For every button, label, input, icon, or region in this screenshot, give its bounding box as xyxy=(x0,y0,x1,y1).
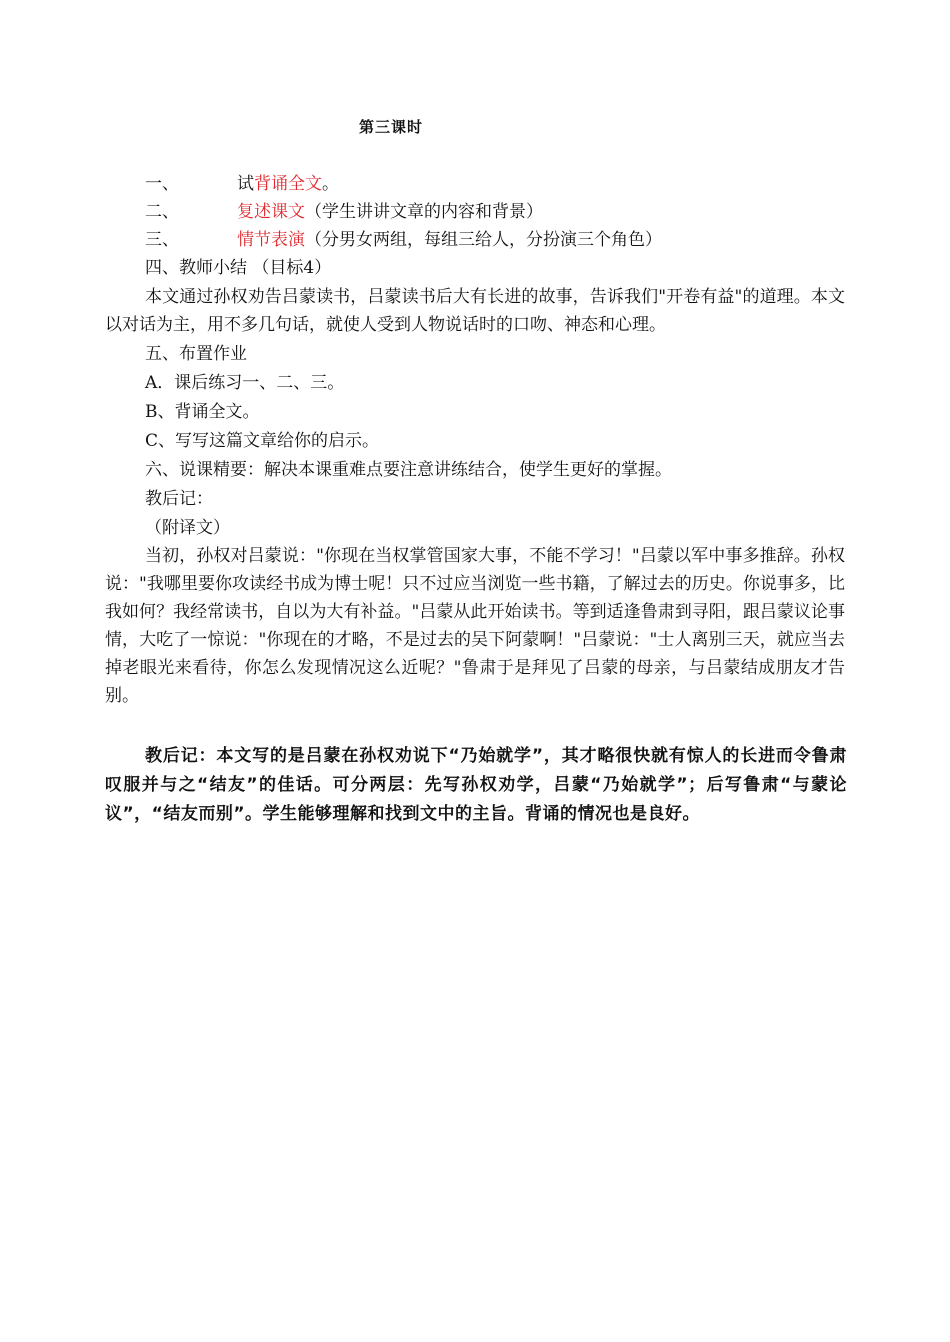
item-number: 二、 xyxy=(145,202,179,222)
reflection-note: 教后记：本文写的是吕蒙在孙权劝说下“乃始就学”，其才略很快就有惊人的长进而令鲁肃叹服并与之“结友”的佳话。可分两层：先写孙权劝学，吕蒙“乃始就学”；后写鲁肃“与蒙论议”，“结友而别”。学生能够理解和找到文中的主旨。背诵的情况也是良好。 xyxy=(105,746,847,824)
homework-item-b: B、背诵全文。 xyxy=(145,402,260,422)
item-prefix: 试 xyxy=(237,174,254,194)
lecture-summary: 六、说课精要：解决本课重难点要注意讲练结合，使学生更好的掌握。 xyxy=(145,460,672,480)
homework-item-a: A．课后练习一、二、三。 xyxy=(145,373,345,393)
item-suffix: （分男女两组，每组三给人，分扮演三个角色） xyxy=(305,230,662,250)
item-perform xyxy=(145,226,662,254)
highlight-text: 情节表演 xyxy=(237,230,305,250)
item-number: 一、 xyxy=(145,174,179,194)
appendix-label: （附译文） xyxy=(145,518,230,538)
highlight-text: 复述课文 xyxy=(237,202,305,222)
translation-paragraph: 当初，孙权对吕蒙说："你现在当权掌管国家大事，不能不学习！"吕蒙以军中事多推辞。孙权说："我哪里要你攻读经书成为博士呢！只不过应当浏览一些书籍，了解过去的历史。你说事多，比我如何？我经常读书，自以为大有补益。"吕蒙从此开始读书。等到适逢鲁肃到寻阳，跟吕蒙议论事情，大吃了一惊说："你现在的才略，不是过去的吴下阿蒙啊！"吕蒙说："士人离别三天，就应当去掉老眼光来看待，你怎么发现情况这么近呢？"鲁肃于是拜见了吕蒙的母亲，与吕蒙结成朋友才告别。 xyxy=(105,546,845,706)
item-number: 三、 xyxy=(145,230,179,250)
item-suffix: （学生讲讲文章的内容和背景） xyxy=(305,202,543,222)
item-retell xyxy=(145,198,543,226)
homework-item-c: C、写写这篇文章给你的启示。 xyxy=(145,431,380,451)
item-suffix: 。 xyxy=(322,174,339,194)
highlight-text: 背诵全文 xyxy=(254,174,322,194)
item-recite xyxy=(145,170,339,198)
afterword-label: 教后记： xyxy=(145,489,213,509)
summary-heading: 四、教师小结 （目标4） xyxy=(145,258,332,278)
homework-heading: 五、布置作业 xyxy=(145,344,247,364)
summary-paragraph: 本文通过孙权劝告吕蒙读书，吕蒙读书后大有长进的故事，告诉我们"开卷有益"的道理。本文以对话为主，用不多几句话，就使人受到人物说话时的口吻、神态和心理。 xyxy=(105,287,845,335)
lesson-title: 第三课时 xyxy=(358,118,423,136)
